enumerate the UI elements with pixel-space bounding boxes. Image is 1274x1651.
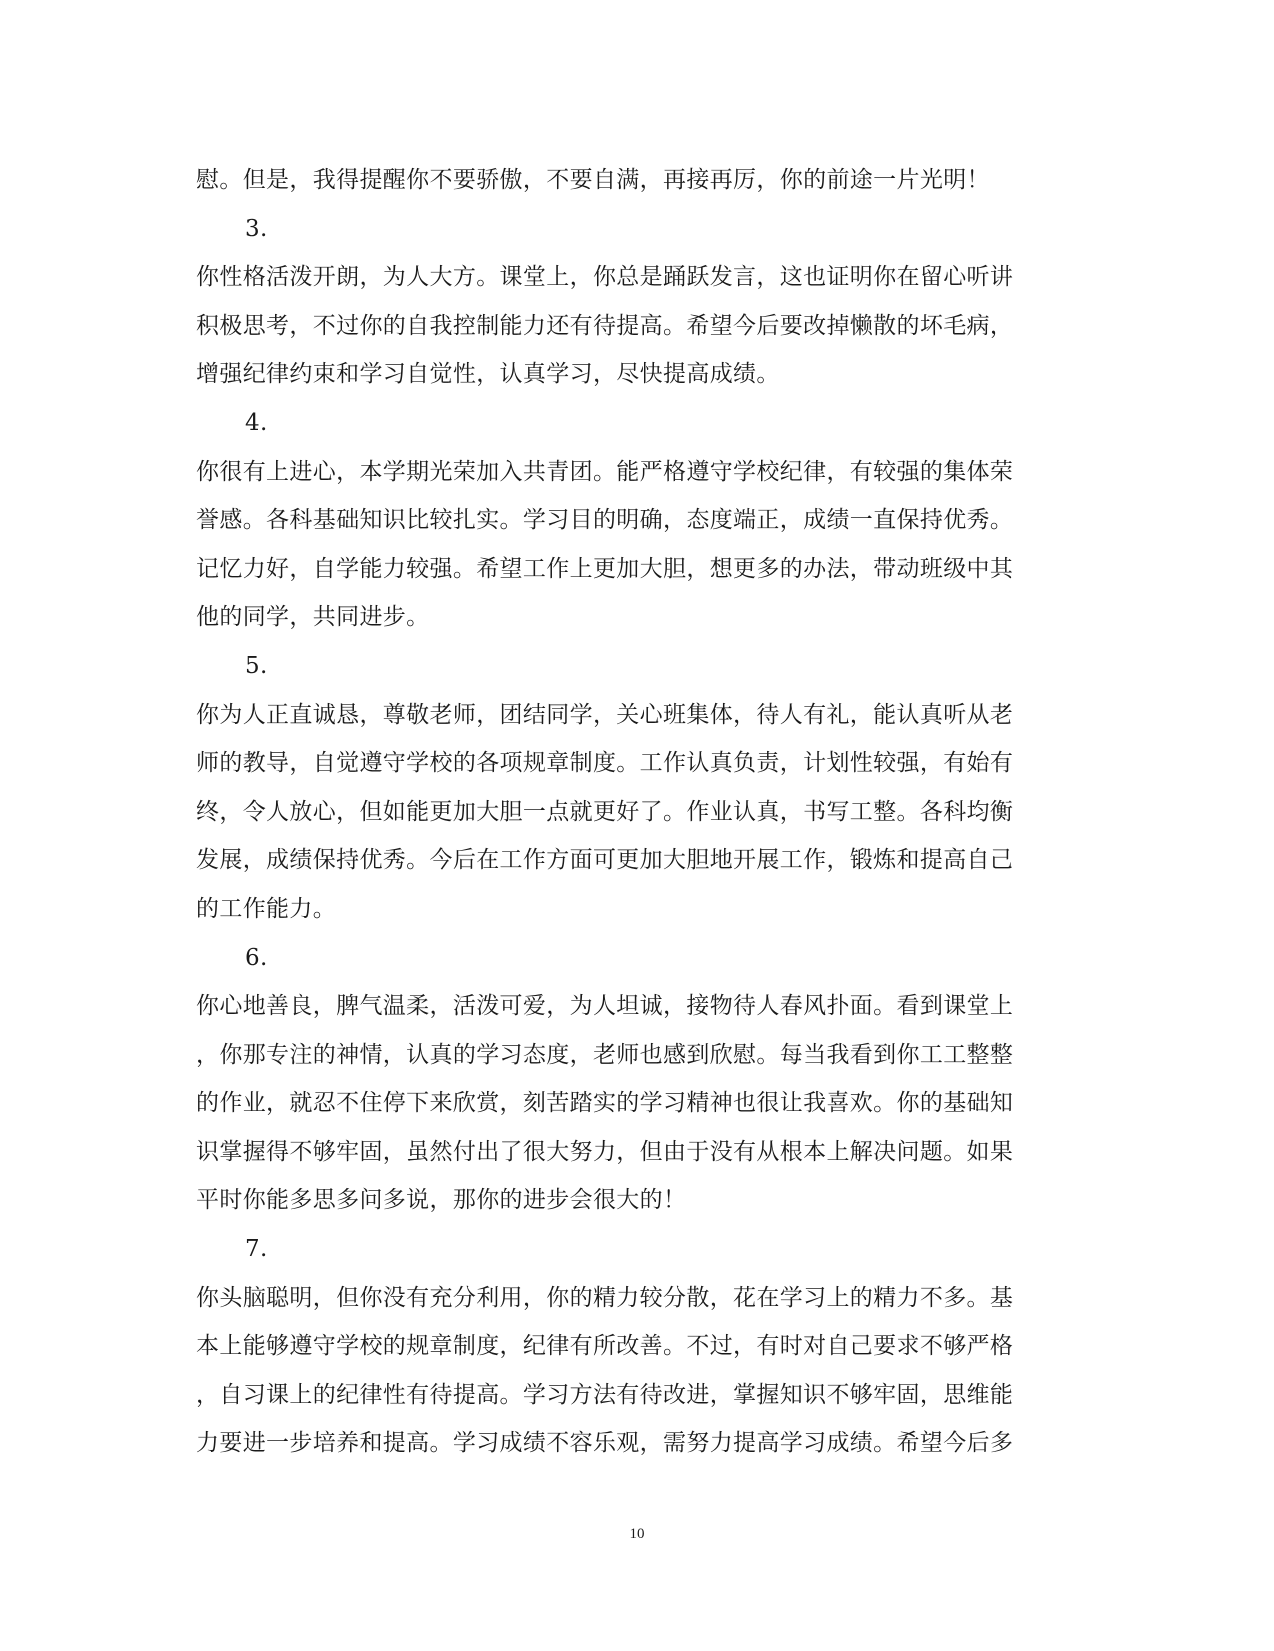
text-line: 积极思考，不过你的自我控制能力还有待提高。希望今后要改掉懒散的坏毛病，: [196, 312, 1014, 339]
text-line: 识掌握得不够牢固，虽然付出了很大努力，但由于没有从根本上解决问题。如果: [196, 1138, 1014, 1165]
text-line: 平时你能多思多问多说，那你的进步会很大的！: [196, 1187, 687, 1214]
text-line: 慰。但是，我得提醒你不要骄傲，不要自满，再接再厉，你的前途一片光明！: [196, 167, 990, 193]
text-line: 终，令人放心，但如能更加大胆一点就更好了。作业认真，书写工整。各科均衡: [196, 798, 1014, 825]
item-number: 6.: [245, 944, 268, 971]
text-line: 你很有上进心，本学期光荣加入共青团。能严格遵守学校纪律，有较强的集体荣: [196, 458, 1014, 485]
text-line: 发展，成绩保持优秀。今后在工作方面可更加大胆地开展工作，锻炼和提高自己: [196, 847, 1014, 874]
text-line: 本上能够遵守学校的规章制度，纪律有所改善。不过，有时对自己要求不够严格: [196, 1333, 1014, 1360]
document-body: [196, 156, 1076, 1468]
item-number: 3.: [245, 215, 268, 242]
text-line: 誉感。各科基础知识比较扎实。学习目的明确，态度端正，成绩一直保持优秀。: [196, 507, 1014, 534]
text-line: 你心地善良，脾气温柔，活泼可爱，为人坦诚，接物待人春风扑面。看到课堂上: [196, 993, 1014, 1020]
item-number: 5.: [245, 652, 268, 679]
text-line: 他的同学，共同进步。: [196, 604, 430, 631]
page-number: 10: [629, 1526, 645, 1542]
text-line: ，自习课上的纪律性有待提高。学习方法有待改进，掌握知识不够牢固，思维能: [196, 1381, 1014, 1408]
text-line: ，你那专注的神情，认真的学习态度，老师也感到欣慰。每当我看到你工工整整: [196, 1041, 1014, 1068]
item-number: 7.: [245, 1236, 268, 1263]
text-line: 力要进一步培养和提高。学习成绩不容乐观，需努力提高学习成绩。希望今后多: [196, 1430, 1014, 1457]
text-line: 你为人正直诚恳，尊敬老师，团结同学，关心班集体，待人有礼，能认真听从老: [196, 701, 1014, 728]
text-line: 师的教导，自觉遵守学校的各项规章制度。工作认真负责，计划性较强，有始有: [196, 750, 1014, 777]
text-line: 你头脑聪明，但你没有充分利用，你的精力较分散，花在学习上的精力不多。基: [196, 1284, 1014, 1311]
text-line: 的工作能力。: [196, 895, 337, 922]
text-line: 增强纪律约束和学习自觉性，认真学习，尽快提高成绩。: [196, 361, 780, 388]
text-line: 记忆力好，自学能力较强。希望工作上更加大胆，想更多的办法，带动班级中其: [196, 555, 1014, 582]
item-number: 4.: [245, 409, 268, 436]
text-line: 你性格活泼开朗，为人大方。课堂上，你总是踊跃发言，这也证明你在留心听讲: [196, 264, 1014, 291]
text-line: 的作业，就忍不住停下来欣赏，刻苦踏实的学习精神也很让我喜欢。你的基础知: [196, 1090, 1014, 1117]
